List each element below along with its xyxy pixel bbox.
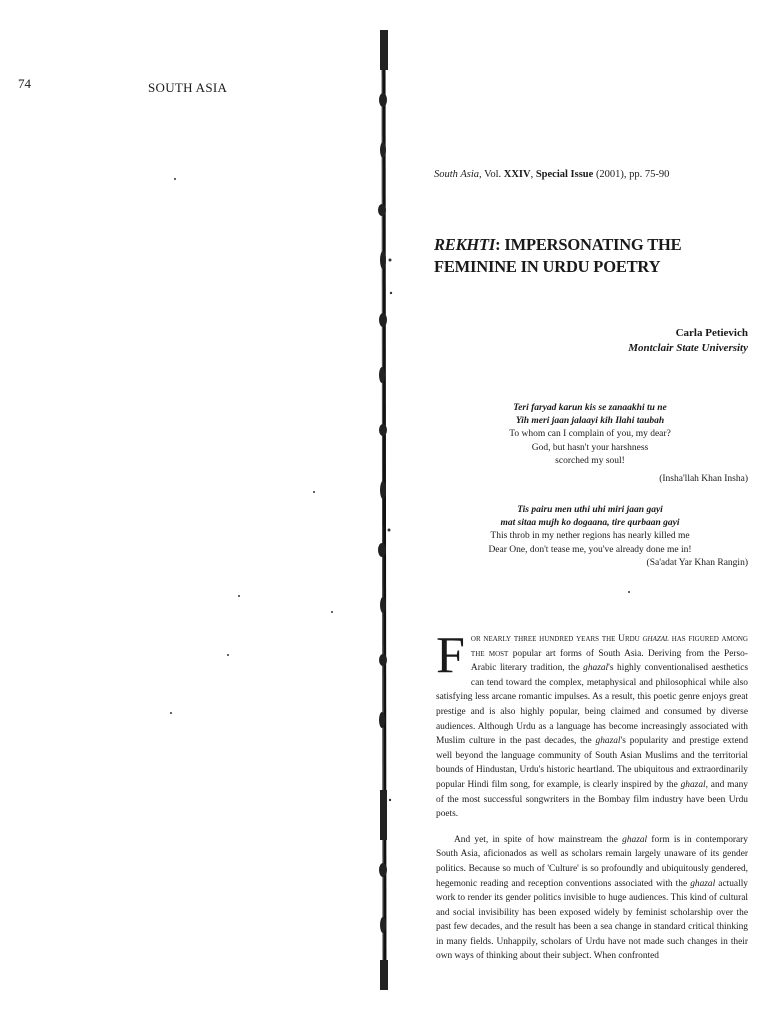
journal-citation: South Asia, Vol. XXIV, Special Issue (2001), pp. 75-90	[434, 169, 670, 180]
scan-speck	[170, 712, 172, 714]
scan-speck	[227, 654, 229, 656]
journal-name: South Asia,	[434, 169, 482, 180]
epigraph-2-attribution: (Sa'adat Yar Khan Rangin)	[646, 558, 748, 568]
article-title: REKHTI: IMPERSONATING THE FEMININE IN URDU POETRY	[434, 235, 682, 276]
paragraph-1: For nearly three hundred years the Urdu ghazal has figured among the most popular art forms of South Asia. Deriving from the Perso-Arabic literary tradition, the ghazal's highly conventionalised aesthetics can tend toward the complex, metaphysical and philosophical while also satisfying less arcane romantic impulses. As a result, this poetic genre enjoys great prestige and is also highly popular, being claimed and consumed by diverse audiences. Although Urdu as a language has become increasingly associated with Muslim culture in the past decades, the ghazal's popularity and prestige extend well beyond the language community of South Asian Muslims and the territorial bounds of Hindustan, Urdu's historic heartland. The ubiquitous and extraordinarily popular Hindi film song, for example, is clearly inspired by the ghazal, and many of the most successful songwriters in the Bombay film industry have been Urdu poets.	[436, 627, 749, 820]
article-body	[436, 627, 749, 964]
running-head: SOUTH ASIA	[148, 80, 228, 95]
epigraph-2: Tis pairu men uthi uhi miri jaan gayi mat sitaa mujh ko dogaana, tire qurbaan gayi This throb in my nether regions has nearly killed me Dear One, don't tease me, you've already done me in!	[488, 505, 692, 555]
issue-label: Special Issue	[535, 169, 594, 180]
scan-speck	[313, 491, 315, 493]
author-block	[628, 326, 748, 356]
drop-cap: F	[436, 627, 465, 684]
book-spine-gutter	[370, 30, 394, 990]
epigraph-1-attribution: (Insha'llah Khan Insha)	[659, 474, 748, 484]
author-affiliation: Montclair State University	[628, 342, 748, 354]
epigraph-1: Teri faryad karun kis se zanaakhi tu ne Yih meri jaan jalaayi kih Ilahi taubah To whom can I complain of you, my dear? God, but hasn't your harshness scorched my soul!	[509, 403, 671, 466]
scan-speck	[238, 595, 240, 597]
scan-speck	[331, 611, 333, 613]
scan-speck	[628, 591, 630, 593]
paragraph-2: And yet, in spite of how mainstream the ghazal form is in contemporary South Asia, aficionados as well as scholars remain largely unaware of its gender politics. Because so much of 'Culture' is so profoundly and ubiquitously gendered, hegemonic reading and reception conventions associated with the ghazal actually work to render its gender politics invisible to huge audiences. This kind of cultural and social invisibility has been exposed widely by feminist scholarship over the past few decades, and the result has been a sea change in standard critical thinking in many fields. Unhappily, scholars of Urdu have not made such changes in their own ways of thinking about their subject. When confronted	[436, 834, 748, 962]
volume-number: XXIV	[503, 169, 531, 180]
scan-speck	[174, 178, 176, 180]
author-name: Carla Petievich	[675, 327, 748, 339]
page-number: 74	[18, 76, 31, 91]
